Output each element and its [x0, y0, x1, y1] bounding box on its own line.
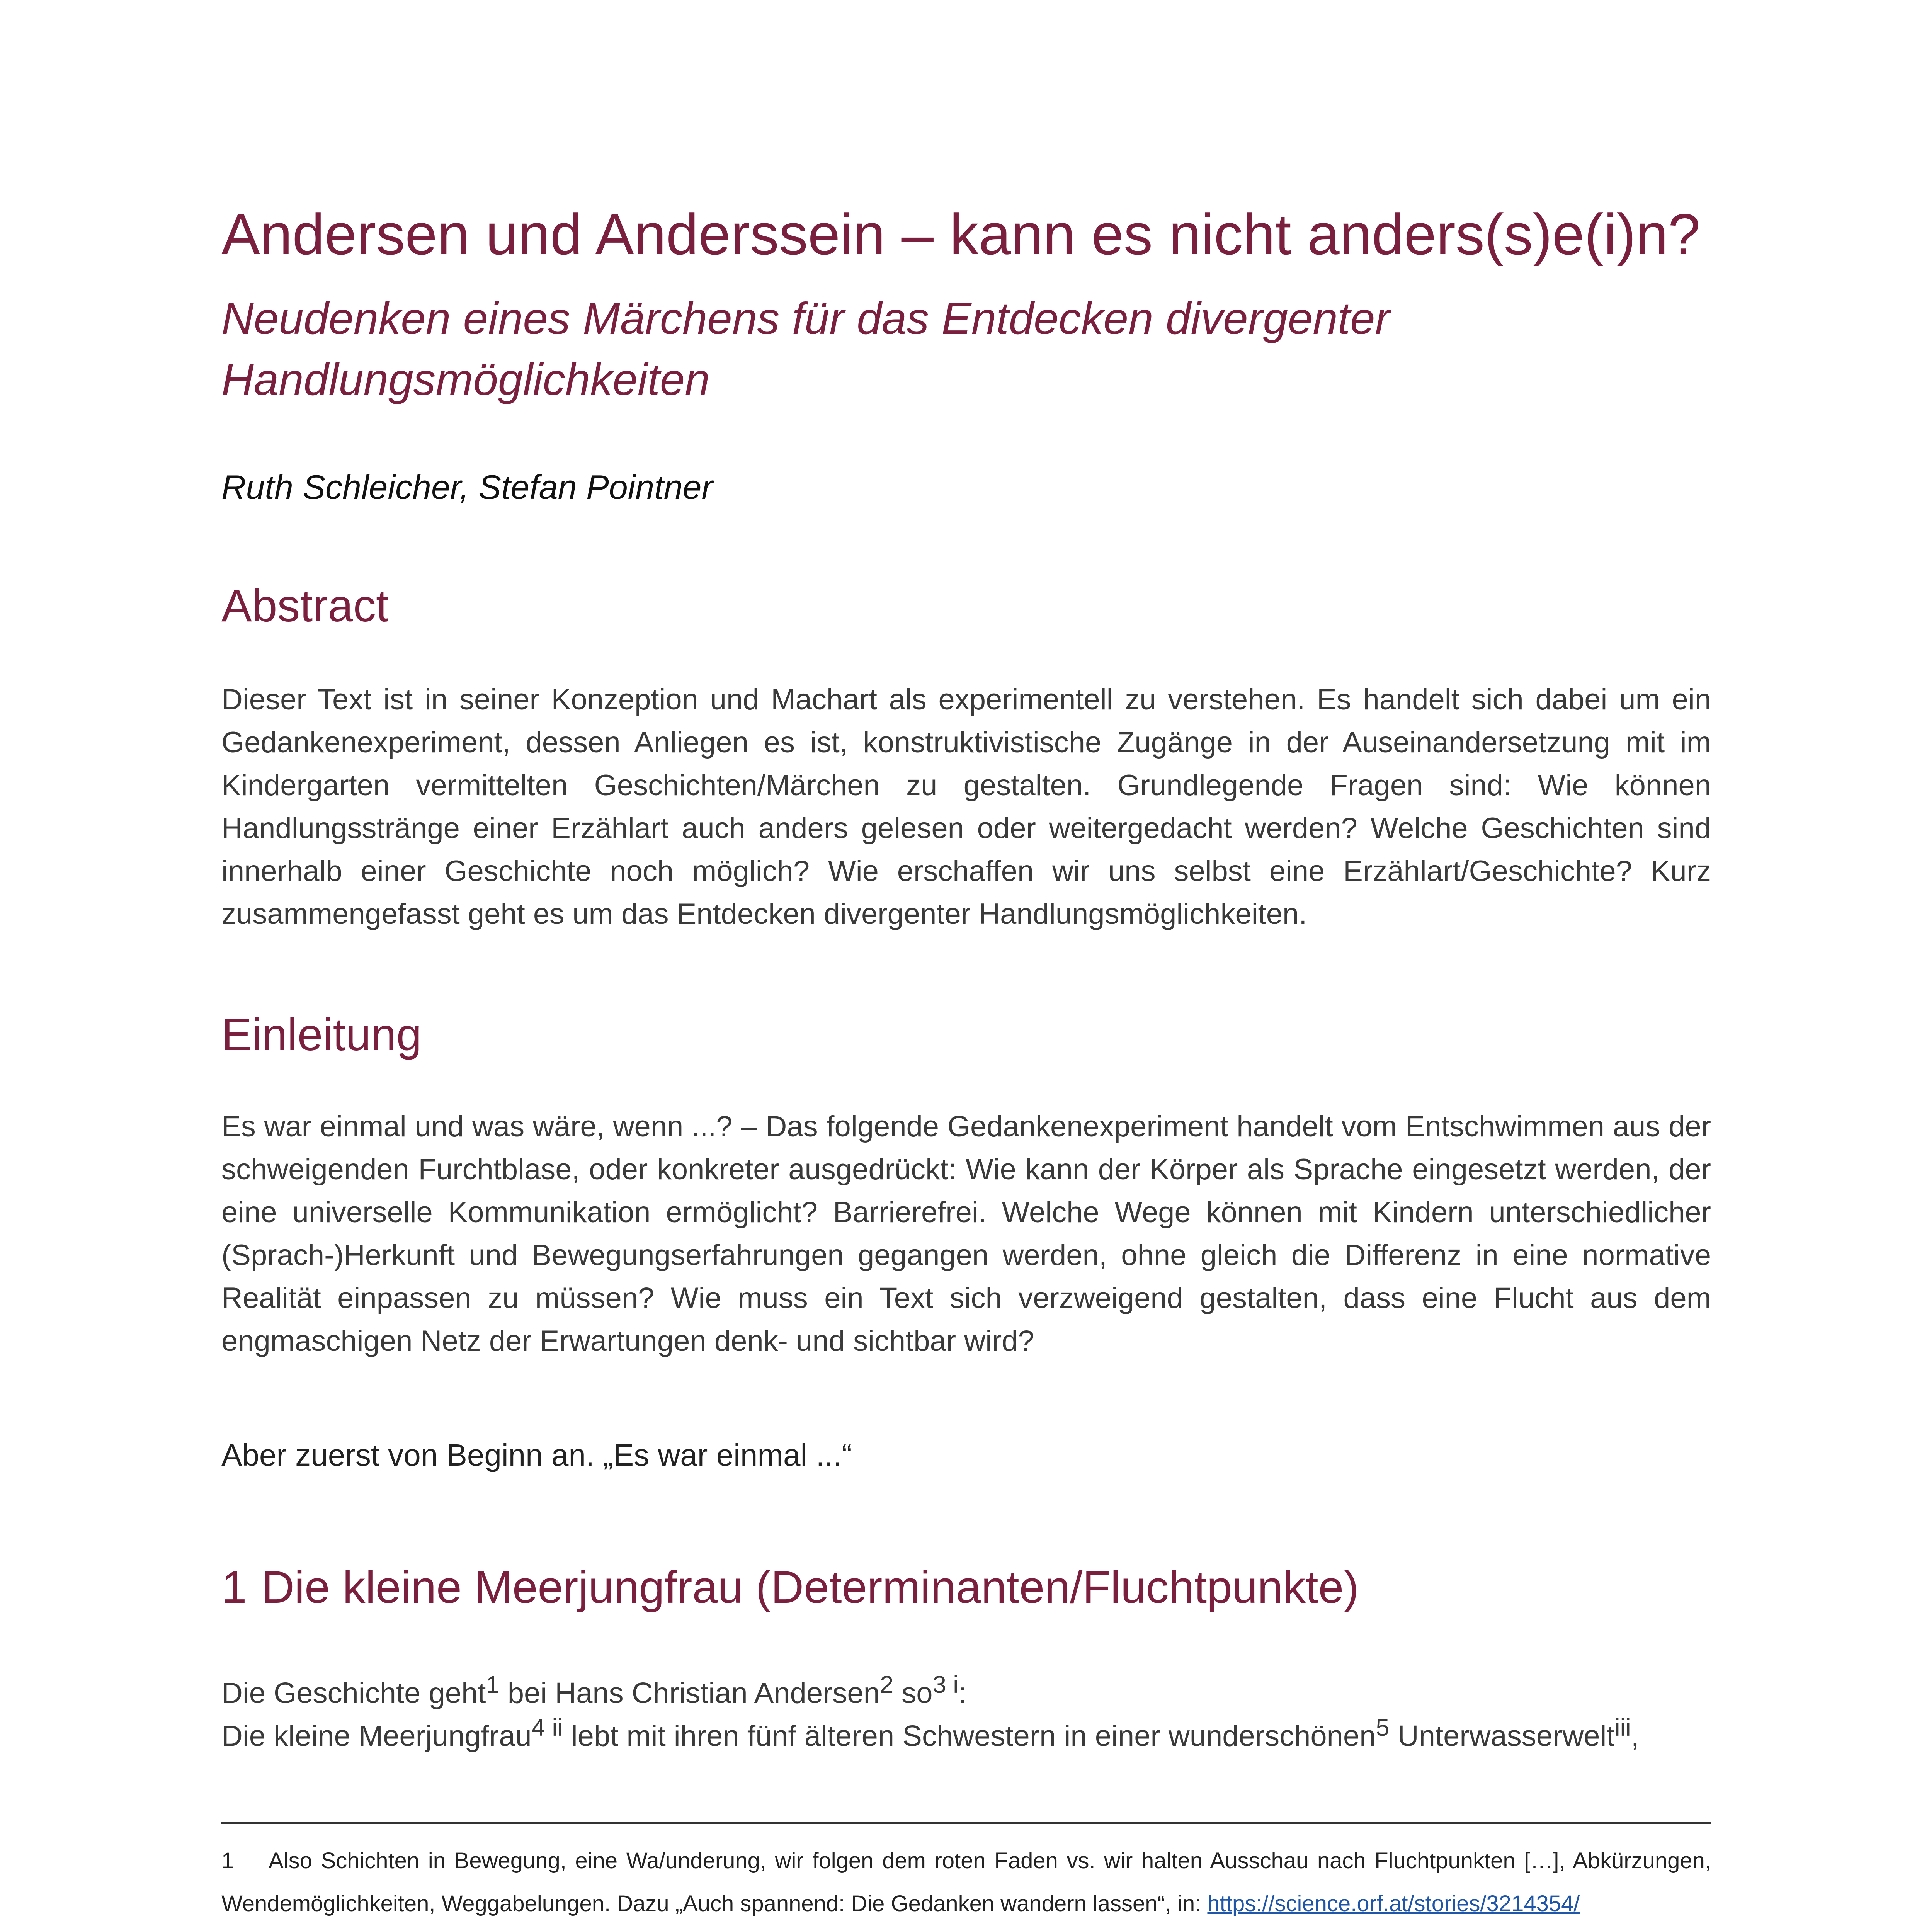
footnote-ref[interactable]: 4 ii [531, 1714, 563, 1741]
einleitung-heading: Einleitung [221, 1009, 422, 1060]
abstract-heading: Abstract [221, 580, 389, 631]
section-number: 1 [221, 1562, 247, 1613]
einleitung-closing: Aber zuerst von Beginn an. „Es war einmal ...“ [221, 1438, 852, 1472]
section-1-line-2 [221, 1706, 1711, 1757]
text-run: so [893, 1677, 933, 1710]
text-run: lebt mit ihren fünf älteren Schwestern in einer wunderschönen [563, 1719, 1376, 1753]
footnote-text: Also Schichten in Bewegung, eine Wa/underung, wir folgen dem roten Faden vs. wir halten Ausschau nach Fluchtpunkten […], Abkürzungen, Wendemöglichkeiten, Weggabelungen. Dazu „Auch spannend: Die Gedanken wandern lassen“, in: [221, 1848, 1711, 1916]
footnote-number: 1 [221, 1848, 234, 1873]
footnote-ref[interactable]: 1 [486, 1671, 500, 1698]
text-run: bei Hans Christian Andersen [499, 1677, 880, 1710]
einleitung-text: Es war einmal und was wäre, wenn ...? – Das folgende Gedankenexperiment handelt vom Entschwimmen aus der schweigenden Furchtblase, oder konkreter ausgedrückt: Wie kann der Körper als Sprache eingesetzt werden, der eine universelle Kommunikation ermöglicht? Barrierefrei. Welche Wege können mit Kindern unterschiedlicher (Sprach-)Herkunft und Bewegungserfahrungen gegangen werden, ohne gleich die Differenz in eine normative Realität einpassen zu müssen? Wie muss ein Text sich verzweigend gestalten, dass eine Flucht aus dem engmaschigen Netz der Erwartungen denk- und sichtbar wird? [221, 1110, 1711, 1357]
article-title: Andersen und Anderssein – kann es nicht anders(s)e(i)n? [221, 202, 1701, 267]
article-authors: Ruth Schleicher, Stefan Pointner [221, 468, 713, 506]
section-title: Die kleine Meerjungfrau (Determinanten/Fluchtpunkte) [261, 1562, 1359, 1613]
article-subtitle: Neudenken eines Märchens für das Entdecken divergenter Handlungsmöglichkeiten [221, 293, 1390, 405]
footnote-separator [221, 1822, 1711, 1824]
endnote-ref[interactable]: iii [1614, 1714, 1631, 1741]
text-run: Die Geschichte geht [221, 1677, 486, 1710]
section-1-heading [221, 1561, 1359, 1614]
text-run: Unterwasserwelt [1389, 1719, 1615, 1753]
abstract-text: Dieser Text ist in seiner Konzeption und Machart als experimentell zu verstehen. Es handelt sich dabei um ein Gedankenexperiment, dessen Anliegen es ist, konstruktivistische Zugänge in der Auseinandersetzung mit im Kindergarten vermittelten Geschichten/Märchen zu gestalten. Grundlegende Fragen sind: Wie können Handlungsstränge einer Erzählart auch anders gelesen oder weitergedacht werden? Welche Geschichten sind innerhalb einer Geschichte noch möglich? Wie erschaffen wir uns selbst eine Erzählart/Geschichte? Kurz zusammengefasst geht es um das Entdecken divergenter Handlungsmöglichkeiten. [221, 683, 1711, 930]
text-run: , [1631, 1719, 1639, 1753]
footnote-ref[interactable]: 5 [1376, 1714, 1390, 1741]
footnote-ref[interactable]: 3 i [932, 1671, 959, 1698]
footnote-link[interactable]: https://science.orf.at/stories/3214354/ [1207, 1891, 1580, 1916]
text-run: : [958, 1677, 967, 1710]
text-run: Die kleine Meerjungfrau [221, 1719, 532, 1753]
footnote-ref[interactable]: 2 [879, 1671, 894, 1698]
footnote-1 [221, 1839, 1711, 1925]
